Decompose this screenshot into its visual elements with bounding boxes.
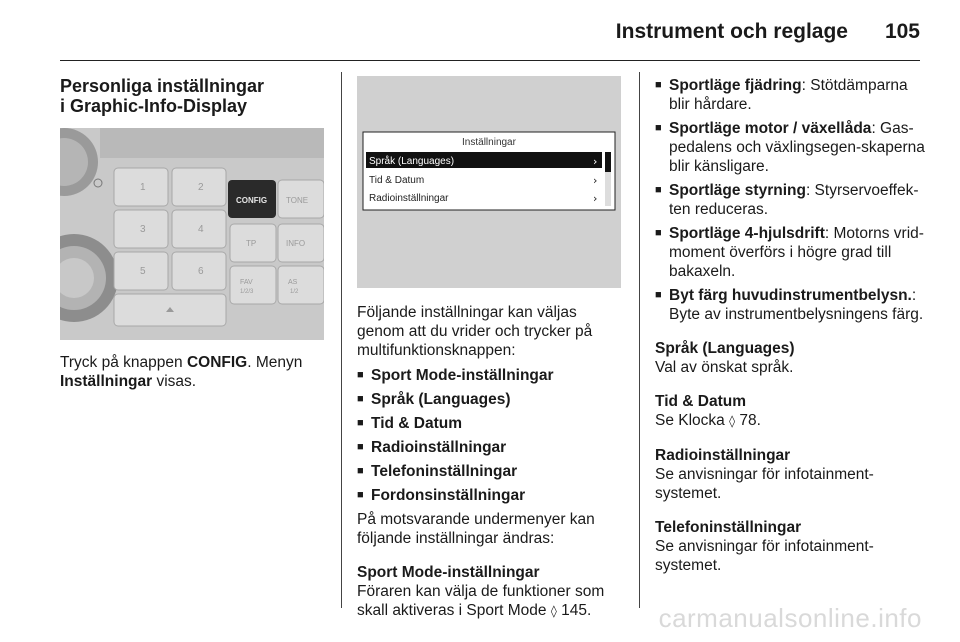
section-title-line-2: i Graphic-Info-Display	[60, 96, 248, 116]
column-3	[655, 76, 925, 590]
column-1	[60, 76, 328, 116]
column-divider-2	[639, 72, 640, 608]
settings-screen-image	[357, 76, 621, 288]
page-number: 105	[884, 20, 920, 43]
list-item: ■ Sportläge motor / växellåda: Gas-pedalens och växlingsegen-skaperna blir känsligare.	[655, 120, 925, 175]
button-6-label: 6	[198, 266, 204, 277]
button-2-label: 2	[198, 182, 204, 193]
section-title	[60, 76, 328, 116]
list-item: ■ Sportläge styrning: Styrservoeffek-ten reduceras.	[655, 182, 919, 218]
info-button-label: INFO	[286, 239, 306, 248]
list-item: ■ Tid & Datum	[357, 415, 462, 432]
control-panel-illustration	[60, 128, 324, 340]
language-section: Språk (Languages) Val av önskat språk.	[655, 340, 795, 376]
column-2-text	[357, 303, 625, 621]
list-item: ■ Sport Mode-inställningar	[357, 367, 554, 384]
config-button-label: CONFIG	[236, 196, 268, 205]
tp-button-label: TP	[246, 239, 257, 248]
time-date-section: Tid & Datum Se Klocka ◊ 78.	[655, 393, 761, 429]
list-item: ■ Sportläge 4-hjulsdrift: Motorns vrid-moment överförs i högre grad till bakaxeln.	[655, 225, 924, 280]
chevron-right-icon: ›	[593, 192, 598, 205]
list-item: ■ Byt färg huvudinstrumentbelysn.: Byte av instrumentbelysningens färg.	[655, 287, 924, 323]
as-button-label: AS	[288, 279, 298, 286]
list-item: ■ Språk (Languages)	[357, 391, 511, 408]
config-term: CONFIG	[186, 354, 248, 371]
screen-item-1: Språk (Languages)	[369, 156, 455, 167]
time-date-title: Tid & Datum	[655, 393, 746, 410]
list-item: ■ Fordonsinställningar	[357, 487, 526, 504]
screen-item-2: Tid & Datum	[369, 175, 425, 186]
settings-screen-illustration	[357, 76, 621, 288]
section-title-line-1: Personliga inställningar	[60, 76, 265, 96]
button-3-label: 3	[140, 224, 146, 235]
control-panel-photo	[60, 128, 324, 340]
screen-title: Inställningar	[462, 137, 516, 148]
list-item: ■ Sportläge fjädring: Stötdämparna blir hårdare.	[655, 77, 908, 113]
page-header	[0, 0, 960, 62]
column-1-text	[60, 353, 328, 391]
chapter-title: Instrument och reglage	[615, 20, 848, 43]
button-1-label: 1	[140, 182, 146, 193]
as-button-sublabel: 1/2	[290, 289, 299, 295]
column-divider-1	[341, 72, 342, 608]
language-title: Språk (Languages)	[655, 340, 795, 357]
screen-item-3: Radioinställningar	[369, 193, 449, 204]
chevron-right-icon: ›	[593, 174, 598, 187]
list-item: ■ Radioinställningar	[357, 439, 507, 456]
fav-button-sublabel: 1/2/3	[240, 289, 254, 295]
submenu-intro: På motsvarande undermenyer kan följande inställningar ändras:	[357, 511, 595, 547]
button-4-label: 4	[198, 224, 204, 235]
tone-button-label: TONE	[286, 196, 309, 205]
header-rule	[60, 60, 920, 61]
config-instruction: Tryck på knappen CONFIG. Menyn Inställningar visas.	[60, 354, 303, 390]
settings-intro: Följande inställningar kan väljas genom att du vrider och trycker på multifunktionsknappen:	[357, 304, 593, 359]
sport-mode-title: Sport Mode-inställningar	[357, 564, 540, 581]
settings-term: Inställningar	[60, 373, 153, 390]
reference-arrow-icon: ◊	[729, 414, 736, 428]
chevron-right-icon: ›	[593, 155, 598, 168]
phone-title: Telefoninställningar	[655, 519, 802, 536]
reference-arrow-icon: ◊	[550, 604, 557, 618]
radio-section: Radioinställningar Se anvisningar för infotainment-systemet.	[655, 447, 874, 502]
button-5-label: 5	[140, 266, 146, 277]
radio-title: Radioinställningar	[655, 447, 791, 464]
watermark: carmanualsonline.info	[658, 603, 922, 633]
sport-mode-section: Sport Mode-inställningar Föraren kan välja de funktioner som skall aktiveras i Sport Mode ◊ 145.	[357, 564, 605, 619]
list-item: ■ Telefoninställningar	[357, 463, 518, 480]
fav-button-label: FAV	[240, 279, 253, 286]
phone-section: Telefoninställningar Se anvisningar för infotainment-systemet.	[655, 519, 874, 574]
